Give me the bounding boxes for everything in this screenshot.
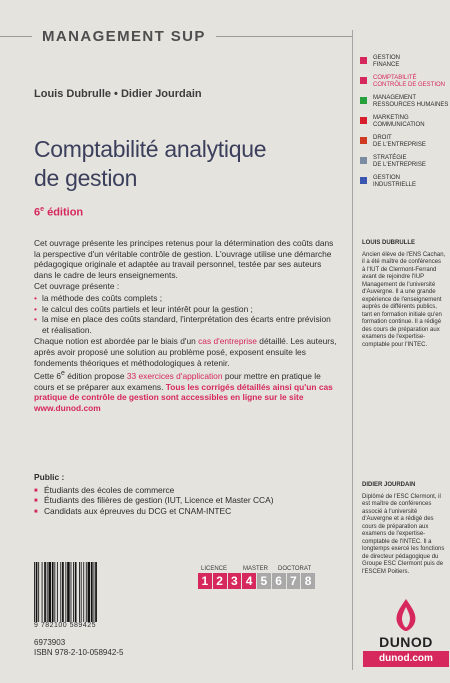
level-label-licence: LICENCE bbox=[201, 566, 228, 572]
edition-sup: e bbox=[61, 370, 65, 378]
edition bbox=[34, 206, 83, 219]
level-number: 3 bbox=[228, 573, 242, 589]
barcode-number: 9 782100 589425 bbox=[34, 622, 96, 629]
contents-list bbox=[34, 293, 340, 335]
highlight-exercises: 33 exercices d'application bbox=[126, 370, 223, 381]
contents-item: • le calcul des coûts partiels et leur intérêt pour la gestion ; bbox=[34, 304, 340, 315]
highlight-case: cas d'entreprise bbox=[198, 336, 257, 347]
barcode-bar bbox=[34, 562, 35, 622]
category-label-line: GESTION bbox=[373, 175, 401, 181]
text-run: Cette 6 bbox=[34, 370, 62, 381]
series-banner bbox=[0, 28, 352, 45]
level-number: 2 bbox=[213, 573, 227, 589]
category-label bbox=[373, 55, 400, 69]
category-item bbox=[360, 55, 448, 69]
category-label-line: CONTRÔLE DE GESTION bbox=[373, 82, 446, 88]
audience-heading: Public : bbox=[34, 472, 65, 482]
dunod-flame-icon bbox=[391, 598, 421, 632]
category-label-line: COMMUNICATION bbox=[373, 122, 425, 128]
level-label-master: MASTER bbox=[243, 566, 269, 572]
category-item bbox=[360, 95, 448, 109]
text-run: édition propose bbox=[64, 370, 127, 381]
publisher-name: DUNOD bbox=[379, 634, 433, 650]
series-rule-left bbox=[0, 36, 32, 37]
barcode-bar bbox=[86, 562, 87, 622]
level-labels bbox=[198, 566, 316, 572]
level-number: 7 bbox=[287, 573, 301, 589]
category-label-line: DE L'ENTREPRISE bbox=[373, 142, 426, 148]
level-number: 5 bbox=[257, 573, 271, 589]
publisher-url: dunod.com bbox=[363, 651, 449, 667]
audience-list bbox=[34, 485, 340, 517]
barcode-bar bbox=[79, 562, 80, 622]
barcode-bar bbox=[62, 562, 64, 622]
level-label-doctorat: DOCTORAT bbox=[278, 566, 312, 572]
barcode-bar bbox=[81, 562, 82, 622]
barcode-bar bbox=[48, 562, 51, 622]
audience-item: ■ Étudiants des filières de gestion (IUT, Licence et Master CCA) bbox=[34, 495, 340, 506]
series-name: MANAGEMENT SUP bbox=[42, 28, 206, 45]
title-line-1: Comptabilité analytique bbox=[34, 136, 267, 162]
category-label bbox=[373, 175, 416, 189]
product-code: 6973903 bbox=[34, 638, 66, 647]
contents-item: • la mise en place des coûts standard, l'interprétation des écarts entre prévision et réalisation. bbox=[34, 314, 340, 335]
category-label bbox=[373, 155, 426, 169]
category-label-line: GESTION bbox=[373, 55, 401, 61]
barcode-bar bbox=[67, 562, 70, 622]
barcode-bar bbox=[94, 562, 95, 622]
category-item bbox=[360, 155, 448, 169]
category-label-line: MANAGEMENT bbox=[373, 95, 417, 101]
barcode-bar bbox=[71, 562, 72, 622]
category-label bbox=[373, 135, 426, 149]
category-color-square bbox=[360, 77, 367, 84]
category-label bbox=[373, 115, 425, 129]
isbn: ISBN 978-2-10-058942-5 bbox=[34, 648, 124, 657]
highlight-online: Tous les corrigés détaillés ainsi qu'un cas pratique de contrôle de gestion sont accessibles en ligne sur le site www.dunod.com bbox=[34, 381, 333, 413]
barcode-bar bbox=[42, 562, 43, 622]
edition-word: édition bbox=[44, 206, 84, 219]
level-indicator bbox=[198, 566, 316, 589]
category-label-line: DE L'ENTREPRISE bbox=[373, 162, 426, 168]
edition-sup: e bbox=[40, 206, 45, 213]
barcode-image bbox=[34, 562, 120, 622]
book-title bbox=[34, 135, 266, 193]
text-run: Chaque notion est abordée par le biais d'un bbox=[34, 336, 199, 347]
text-run: pour mettre en pratique le cours et se préparer aux examens. bbox=[34, 370, 321, 392]
bio-name: LOUIS DUBRULLE bbox=[362, 240, 415, 246]
category-item bbox=[360, 135, 448, 149]
category-color-square bbox=[360, 117, 367, 124]
author-bio-dubrulle bbox=[362, 240, 446, 349]
barcode-bar bbox=[44, 562, 46, 622]
category-label-line: FINANCE bbox=[373, 62, 400, 68]
level-numbers bbox=[198, 573, 316, 589]
barcode-bar bbox=[73, 562, 74, 622]
publisher-logo bbox=[363, 598, 449, 667]
category-color-square bbox=[360, 97, 367, 104]
edition-number: 6 bbox=[34, 206, 41, 219]
level-number: 8 bbox=[301, 573, 315, 589]
bio-text: Diplômé de l'ESC Clermont, il est maître de conférences associé à l'université d'Auvergne et a rédigé des cours de préparation aux examens de l'expertise-comptable de l'INTEC. Il a longtemps exercé les fonctions de directeur pédagogique du Groupe ESC Clermont puis de l'ESCEM Poitiers. bbox=[362, 493, 445, 575]
audience-item: ■ Étudiants des écoles de commerce bbox=[34, 485, 340, 496]
audience-section bbox=[34, 472, 340, 516]
paragraph-intro: Cet ouvrage présente les principes retenus pour la détermination des coûts dans la perspective d'un véritable contrôle de gestion. L'ouvrage utilise une démarche pédagogique originale et adaptée au travail personnel, testée par ses auteurs dans le cadre de leurs enseignements. bbox=[34, 238, 334, 280]
title-line-2: de gestion bbox=[34, 165, 138, 191]
audience-item: ■ Candidats aux épreuves du DCG et CNAM-INTEC bbox=[34, 506, 340, 517]
category-label bbox=[373, 95, 448, 109]
category-color-square bbox=[360, 157, 367, 164]
collection-categories bbox=[360, 55, 448, 195]
barcode-bar bbox=[75, 562, 77, 622]
level-number: 1 bbox=[198, 573, 212, 589]
category-label-line: STRATÉGIE bbox=[373, 155, 407, 161]
series-rule-right bbox=[216, 36, 352, 37]
category-label-line: DROIT bbox=[373, 135, 392, 141]
level-number: 6 bbox=[272, 573, 286, 589]
category-color-square bbox=[360, 137, 367, 144]
paragraph-exercises bbox=[34, 369, 340, 413]
barcode-bar bbox=[36, 562, 38, 622]
barcode-bar bbox=[60, 562, 61, 622]
barcode-bar bbox=[54, 562, 55, 622]
barcode-bar bbox=[88, 562, 91, 622]
barcode-bar bbox=[57, 562, 58, 622]
author-bio-jourdain bbox=[362, 482, 446, 576]
category-color-square bbox=[360, 57, 367, 64]
barcode-bar bbox=[95, 562, 97, 622]
category-item bbox=[360, 175, 448, 189]
text-run: détaillé. Les auteurs, après avoir proposé une solution au problème posé, exposent ensuite les fondements théoriques et méthodologiques à retenir. bbox=[34, 336, 337, 368]
barcode-bar bbox=[83, 562, 84, 622]
authors: Louis Dubrulle • Didier Jourdain bbox=[34, 88, 202, 100]
level-number: 4 bbox=[242, 573, 256, 589]
category-label-line: RESSOURCES HUMAINES bbox=[373, 102, 449, 108]
category-item bbox=[360, 115, 448, 129]
category-label-line: MARKETING bbox=[373, 115, 409, 121]
paragraph-contents-lead: Cet ouvrage présente : bbox=[34, 281, 120, 292]
identifiers bbox=[34, 638, 123, 658]
category-label-line: COMPTABILITÉ bbox=[373, 75, 417, 81]
category-label bbox=[373, 75, 445, 89]
barcode-bar bbox=[65, 562, 66, 622]
category-label-line: INDUSTRIELLE bbox=[373, 182, 417, 188]
column-divider bbox=[352, 30, 353, 670]
bio-text: Ancien élève de l'ENS Cachan, il a été maître de conférences à l'IUT de Clermont-Ferrand avant de rejoindre l'IUP Management de l'université d'Auvergne. Il a une grande expérience de l'enseignement auprès de différents publics, tant en formation initiale qu'en formation continue. Il a rédigé des cours de préparation aux examens de l'expertise-comptable pour l'INTEC. bbox=[362, 251, 446, 348]
description bbox=[34, 238, 340, 414]
barcode-bar bbox=[52, 562, 54, 622]
barcode-bar bbox=[47, 562, 48, 622]
category-item bbox=[360, 75, 448, 89]
barcode-bar bbox=[38, 562, 39, 622]
barcode-bar bbox=[91, 562, 93, 622]
category-color-square bbox=[360, 177, 367, 184]
contents-item: • la méthode des coûts complets ; bbox=[34, 293, 340, 304]
paragraph-case-study bbox=[34, 336, 340, 368]
bio-name: DIDIER JOURDAIN bbox=[362, 482, 416, 488]
